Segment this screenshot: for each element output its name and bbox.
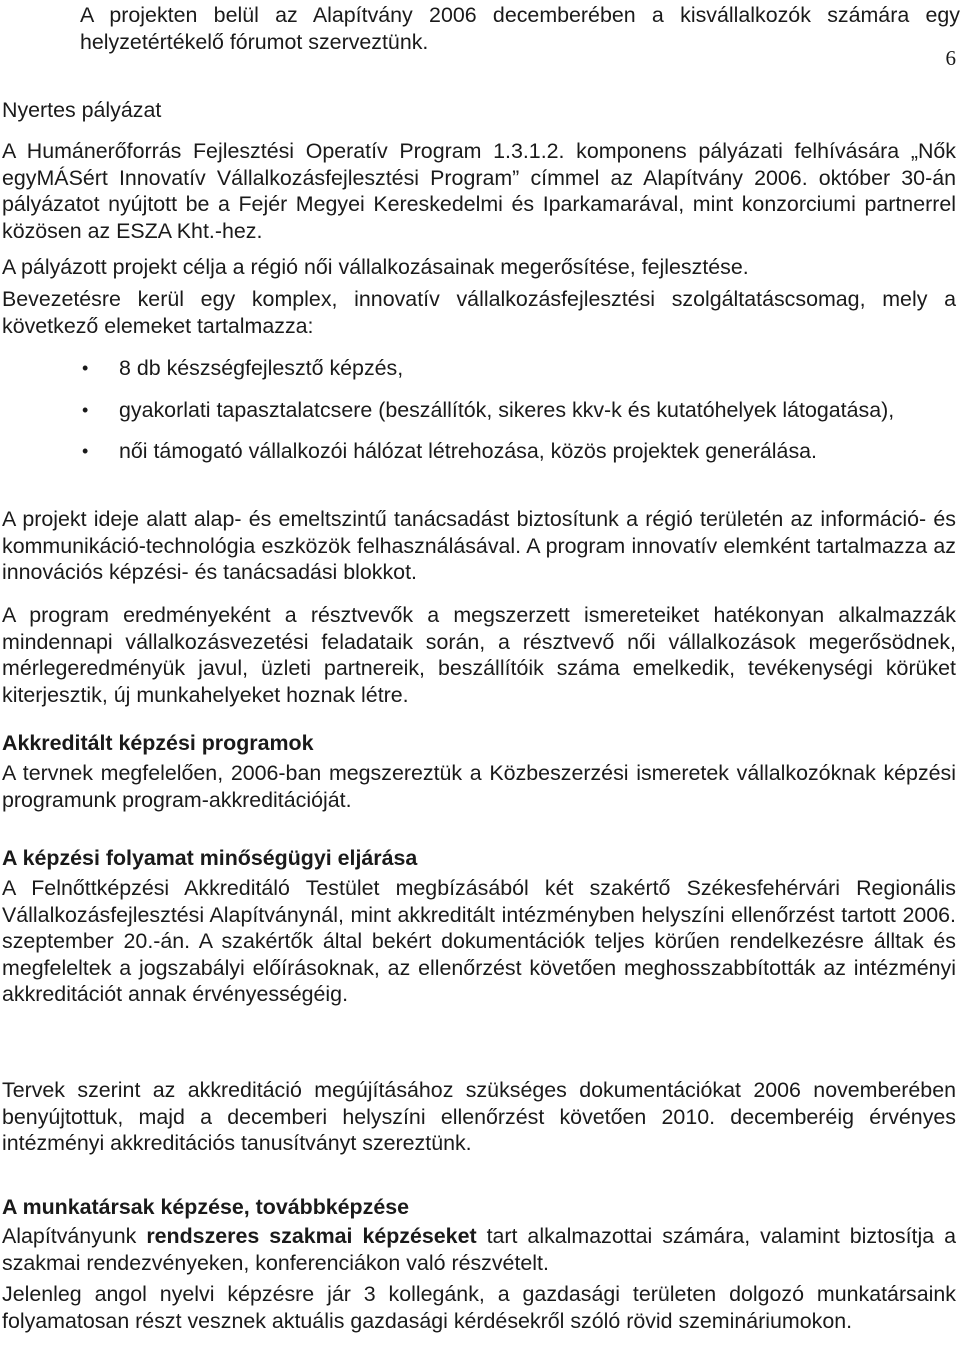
list-item (0, 397, 956, 424)
staff-paragraph-2: Jelenleg angol nyelvi képzésre jár 3 kollegánk, a gazdasági területen dolgozó munkatársaink folyamatosan részt vesznek aktuális gazdasági kérdésekről szóló rövid szemináriumokon. (2, 1282, 956, 1333)
list-intro-paragraph: Bevezetésre kerül egy komplex, innovatív vállalkozásfejlesztési szolgáltatáscsomag, mely a következő elemeket tartalmazza: (2, 287, 956, 338)
quality-paragraph-1: A Felnőttképzési Akkreditáló Testület megbízásából két szakértő Székesfehérvári Regionális Vállalkozásfejlesztési Alapítványnál, mint akkreditált intézményben helyszíni ellenőrzést tartott 2006. szeptember 20.-án. A szakértők által bekért dokumentációk teljes körűen rendelkezésre álltak és megfeleltek a jogszabályi előírásoknak, az ellenőrzést követően meghosszabbították az intézményi akkreditációt annak érvényességéig. (2, 876, 956, 1007)
results-paragraph: A program eredményeként a résztvevők a megszerzett ismereteiket hatékonyan alkalmazzák mindennapi vállalkozásvezetési feladataik során, a résztvevő női vállalkozások megerősödnek, mérlegeredményük javul, üzleti partnereik, beszállítóik száma emelkedik, tevékenységi körüket kiterjesztik, új munkahelyeket hoznak létre. (2, 603, 956, 707)
bullet-icon: • (82, 399, 89, 420)
winning-bid-paragraph: A Humánerőforrás Fejlesztési Operatív Program 1.3.1.2. komponens pályázati felhívására „Nők egyMÁSért Innovatív Vállalkozásfejlesztési Program” címmel az Alapítvány 2006. október 30-án pályázatot nyújtott be a Fejér Megyei Kereskedelmi és Iparkamarával, mint konzorciumi partnerrel közösen az ESZA Kht.-hez. (2, 139, 956, 243)
intro-paragraph: A projekten belül az Alapítvány 2006 decemberében a kisvállalkozók számára egy helyzetértékelő fórumot szerveztünk. (80, 3, 960, 54)
staff-paragraph-1 (2, 1223, 956, 1276)
project-goal-paragraph: A pályázott projekt célja a régió női vállalkozásainak megerősítése, fejlesztése. (2, 255, 749, 279)
page-number: 6 (945, 46, 956, 70)
bullet-icon: • (82, 441, 89, 462)
section-heading-winning-bid: Nyertes pályázat (2, 98, 162, 122)
staff-text-after: tart alkalmazottai számára, valamint biztosítja a szakmai rendezvényeken, konferenciákon való részvételt. (2, 1224, 956, 1275)
section-heading-staff: A munkatársak képzése, továbbképzése (2, 1195, 410, 1219)
list-item-text: 8 db készségfejlesztő képzés, (119, 356, 404, 380)
list-item (0, 355, 956, 382)
section-heading-accredited: Akkreditált képzési programok (2, 731, 314, 755)
list-item-text: gyakorlati tapasztalatcsere (beszállítók, sikeres kkv-k és kutatóhelyek látogatása), (119, 397, 895, 422)
staff-text-before: Alapítványunk (2, 1224, 147, 1248)
quality-paragraph-2: Tervek szerint az akkreditáció megújításához szükséges dokumentációkat 2006 novemberében benyújtottuk, majd a decemberi helyszíni ellenőrzést követően 2010. decemberéig érvényes intézményi akkreditációs tanusítványt szereztünk. (2, 1078, 956, 1156)
service-elements-list (0, 355, 956, 465)
list-item (0, 438, 956, 465)
bullet-icon: • (82, 358, 89, 378)
consulting-paragraph: A projekt ideje alatt alap- és emeltszintű tanácsadást biztosítunk a régió területén az információ- és kommunikáció-technológia eszközök felhasználásával. A program innovatív elemként tartalmazza az innovációs képzési- és tanácsadási blokkot. (2, 507, 956, 585)
staff-text-bold: rendszeres szakmai képzéseket (146, 1224, 477, 1248)
list-item-text: női támogató vállalkozói hálózat létrehozása, közös projektek generálása. (119, 439, 817, 464)
section-heading-quality: A képzési folyamat minőségügyi eljárása (2, 846, 418, 870)
accredited-paragraph: A tervnek megfelelően, 2006-ban megszereztük a Közbeszerzési ismeretek vállalkozóknak képzési programunk program-akkreditációját. (2, 761, 956, 812)
